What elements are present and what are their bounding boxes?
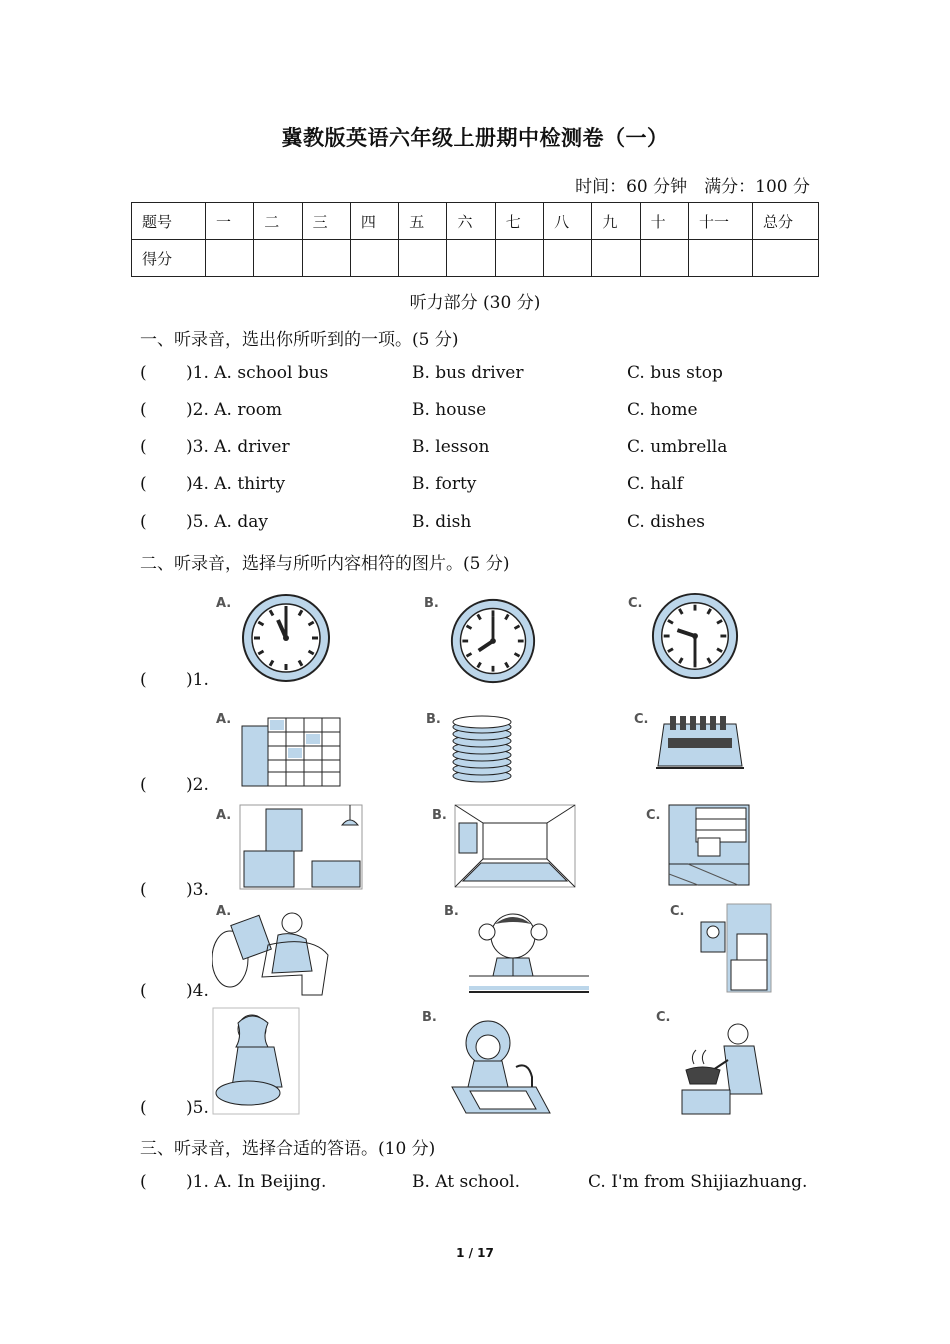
question-option-c: C. umbrella xyxy=(627,437,728,457)
question-option-c: C. I'm from Shijiazhuang. xyxy=(588,1172,808,1192)
table-cell: 八 xyxy=(544,203,592,240)
study-room-icon[interactable] xyxy=(668,804,750,886)
answer-blank[interactable]: ( xyxy=(140,670,147,690)
score-input-cell[interactable] xyxy=(689,240,753,277)
question-number: )5. xyxy=(186,1098,209,1118)
table-cell: 总分 xyxy=(753,203,819,240)
girl-reading-icon[interactable] xyxy=(467,906,591,996)
option-letter: C. xyxy=(670,904,685,919)
table-cell: 十一 xyxy=(689,203,753,240)
question-option-c: C. bus stop xyxy=(627,363,723,383)
score-input-cell[interactable] xyxy=(350,240,398,277)
question-option-a: )1. A. school bus xyxy=(186,363,329,383)
clock-icon[interactable] xyxy=(650,591,740,681)
score-input-cell[interactable] xyxy=(254,240,302,277)
section1-title: 一、听录音，选出你所听到的一项。(5 分) xyxy=(140,330,459,350)
answer-blank[interactable]: ( xyxy=(140,474,147,494)
answer-blank[interactable]: ( xyxy=(140,981,147,1001)
table-cell: 七 xyxy=(495,203,543,240)
answer-blank[interactable]: ( xyxy=(140,363,147,383)
boy-washing-dishes-icon[interactable] xyxy=(446,1017,554,1115)
score-input-cell[interactable] xyxy=(495,240,543,277)
option-letter: A. xyxy=(216,596,232,611)
question-number: )3. xyxy=(186,880,209,900)
answer-blank[interactable]: ( xyxy=(140,400,147,420)
answer-blank[interactable]: ( xyxy=(140,1098,147,1118)
section3-title: 三、听录音，选择合适的答语。(10 分) xyxy=(140,1139,436,1159)
boy-watching-tv-icon[interactable] xyxy=(691,902,773,994)
question-number: )4. xyxy=(186,981,209,1001)
score-table xyxy=(131,202,819,277)
question-option-a: )2. A. room xyxy=(186,400,283,420)
option-letter: B. xyxy=(426,712,441,727)
option-letter: B. xyxy=(424,596,439,611)
option-letter: A. xyxy=(216,808,232,823)
table-cell: 一 xyxy=(206,203,254,240)
question-option-a: )5. A. day xyxy=(186,512,268,532)
score-input-cell[interactable] xyxy=(640,240,688,277)
table-cell: 得分 xyxy=(132,240,206,277)
table-cell: 四 xyxy=(350,203,398,240)
table-cell: 题号 xyxy=(132,203,206,240)
page-number: 1 / 17 xyxy=(456,1246,494,1260)
answer-blank[interactable]: ( xyxy=(140,437,147,457)
question-option-b: B. bus driver xyxy=(412,363,524,383)
question-option-c: C. dishes xyxy=(627,512,705,532)
option-letter: A. xyxy=(216,904,232,919)
score-input-cell[interactable] xyxy=(206,240,254,277)
bedroom-icon[interactable] xyxy=(238,803,364,891)
table-cell: 九 xyxy=(592,203,640,240)
bookshelf-icon[interactable] xyxy=(240,716,342,788)
woman-cooking-icon[interactable] xyxy=(680,1020,770,1116)
score-table-score-row xyxy=(132,240,819,277)
score-input-cell[interactable] xyxy=(399,240,447,277)
answer-blank[interactable]: ( xyxy=(140,880,147,900)
table-cell: 二 xyxy=(254,203,302,240)
answer-blank[interactable]: ( xyxy=(140,1172,147,1192)
option-letter: A. xyxy=(216,712,232,727)
option-letter: C. xyxy=(656,1010,671,1025)
option-letter: B. xyxy=(432,808,447,823)
living-room-icon[interactable] xyxy=(453,803,577,889)
score-input-cell[interactable] xyxy=(544,240,592,277)
option-letter: C. xyxy=(646,808,661,823)
question-number: )1. xyxy=(186,670,209,690)
question-option-a: )1. A. In Beijing. xyxy=(186,1172,327,1192)
table-cell: 五 xyxy=(399,203,447,240)
option-letter: C. xyxy=(628,596,643,611)
question-number: )2. xyxy=(186,775,209,795)
table-cell: 三 xyxy=(302,203,350,240)
option-letter: B. xyxy=(422,1010,437,1025)
clock-icon[interactable] xyxy=(240,592,332,684)
listening-part-heading: 听力部分 (30 分) xyxy=(409,293,541,313)
score-input-cell[interactable] xyxy=(753,240,819,277)
score-input-cell[interactable] xyxy=(592,240,640,277)
option-letter: B. xyxy=(444,904,459,919)
girl-washing-clothes-icon[interactable] xyxy=(212,1007,300,1115)
score-input-cell[interactable] xyxy=(302,240,350,277)
question-option-a: )4. A. thirty xyxy=(186,474,286,494)
question-option-a: )3. A. driver xyxy=(186,437,290,457)
table-cell: 六 xyxy=(447,203,495,240)
man-reading-newspaper-icon[interactable] xyxy=(212,905,332,997)
section2-title: 二、听录音，选择与所听内容相符的图片。(5 分) xyxy=(140,554,510,574)
page-title: 冀教版英语六年级上册期中检测卷（一） xyxy=(281,126,669,150)
exam-meta: 时间：60 分钟 满分：100 分 xyxy=(575,177,810,197)
answer-blank[interactable]: ( xyxy=(140,512,147,532)
question-option-c: C. home xyxy=(627,400,698,420)
question-option-c: C. half xyxy=(627,474,684,494)
question-option-b: B. At school. xyxy=(412,1172,521,1192)
score-table-header-row xyxy=(132,203,819,240)
question-option-b: B. dish xyxy=(412,512,472,532)
answer-blank[interactable]: ( xyxy=(140,775,147,795)
clock-icon[interactable] xyxy=(449,597,537,685)
score-input-cell[interactable] xyxy=(447,240,495,277)
option-letter: C. xyxy=(634,712,649,727)
table-cell: 十 xyxy=(640,203,688,240)
dishes-rack-icon[interactable] xyxy=(656,712,744,770)
question-option-b: B. lesson xyxy=(412,437,490,457)
question-option-b: B. forty xyxy=(412,474,477,494)
plates-icon[interactable] xyxy=(451,714,513,784)
question-option-b: B. house xyxy=(412,400,487,420)
